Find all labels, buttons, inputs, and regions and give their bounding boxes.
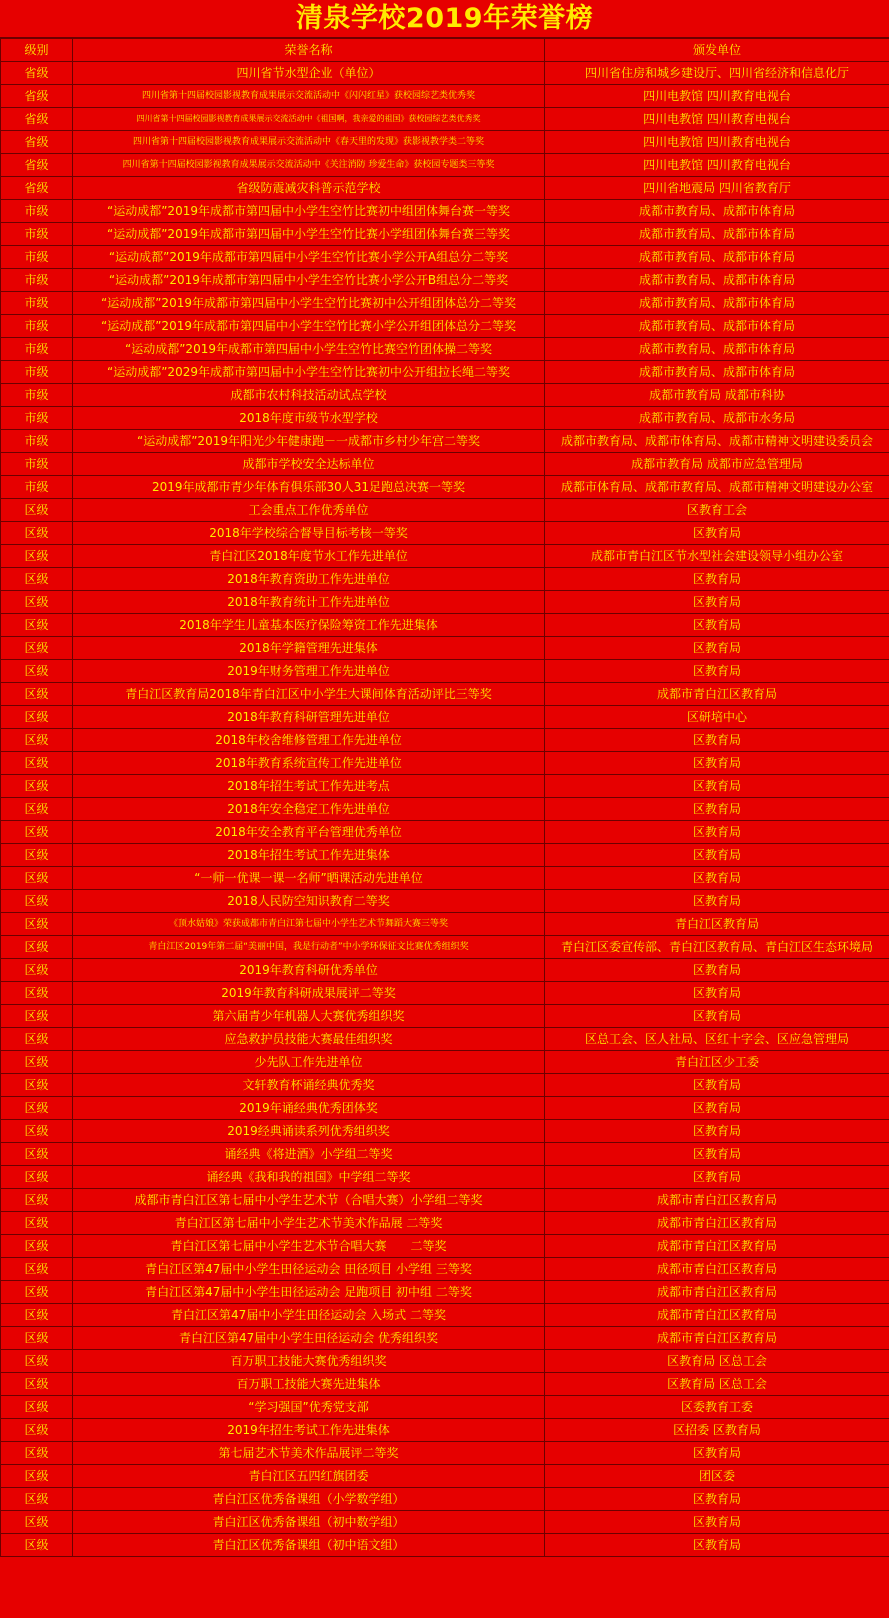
issuer-cell: 成都市青白江区教育局 (545, 1327, 889, 1350)
table-row (1, 269, 889, 292)
honor-name-cell: 成都市青白江区第七届中小学生艺术节（合唱大赛）小学组二等奖 (73, 1189, 545, 1212)
honor-name-cell: 青白江区教育局2018年青白江区中小学生大课间体育活动评比三等奖 (73, 683, 545, 706)
table-row (1, 568, 889, 591)
level-cell: 区级 (1, 1327, 73, 1350)
issuer-cell: 成都市青白江区教育局 (545, 1304, 889, 1327)
issuer-cell: 团区委 (545, 1465, 889, 1488)
table-row (1, 1350, 889, 1373)
issuer-cell: 区教育局 (545, 752, 889, 775)
level-cell: 区级 (1, 798, 73, 821)
honor-name-cell: 青白江区第七届中小学生艺术节合唱大赛 二等奖 (73, 1235, 545, 1258)
table-row (1, 545, 889, 568)
issuer-cell: 成都市青白江区教育局 (545, 683, 889, 706)
level-cell: 区级 (1, 614, 73, 637)
table-row (1, 1028, 889, 1051)
table-row (1, 1189, 889, 1212)
level-cell: 区级 (1, 545, 73, 568)
table-row (1, 1051, 889, 1074)
level-cell: 市级 (1, 269, 73, 292)
issuer-cell: 成都市教育局、成都市体育局 (545, 361, 889, 384)
level-cell: 区级 (1, 959, 73, 982)
issuer-cell: 成都市教育局、成都市体育局 (545, 223, 889, 246)
issuer-cell: 成都市教育局 成都市科协 (545, 384, 889, 407)
issuer-cell: 成都市教育局、成都市体育局、成都市精神文明建设委员会 (545, 430, 889, 453)
honor-name-cell: “运动成都”2019年成都市第四届中小学生空竹比赛空竹团体操二等奖 (73, 338, 545, 361)
level-cell: 区级 (1, 729, 73, 752)
issuer-cell: 青白江区教育局 (545, 913, 889, 936)
honor-name-cell: “运动成都”2019年成都市第四届中小学生空竹比赛小学公开组团体总分二等奖 (73, 315, 545, 338)
level-cell: 区级 (1, 890, 73, 913)
level-cell: 区级 (1, 936, 73, 959)
honor-name-cell: 青白江区五四红旗团委 (73, 1465, 545, 1488)
honor-name-cell: 2019年成都市青少年体育俱乐部30人31足跑总决赛一等奖 (73, 476, 545, 499)
issuer-cell: 成都市教育局、成都市体育局 (545, 338, 889, 361)
table-row (1, 1534, 889, 1557)
issuer-cell: 成都市青白江区教育局 (545, 1189, 889, 1212)
level-cell: 区级 (1, 1534, 73, 1557)
level-cell: 区级 (1, 821, 73, 844)
header-honor-name: 荣誉名称 (73, 39, 545, 62)
issuer-cell: 成都市青白江区教育局 (545, 1212, 889, 1235)
level-cell: 区级 (1, 706, 73, 729)
honor-name-cell: “运动成都”2029年成都市第四届中小学生空竹比赛初中公开组拉长绳二等奖 (73, 361, 545, 384)
honor-name-cell: 青白江区优秀备课组（初中语文组） (73, 1534, 545, 1557)
table-row (1, 982, 889, 1005)
issuer-cell: 成都市教育局、成都市体育局 (545, 315, 889, 338)
honor-name-cell: 四川省第十四届校园影视教育成果展示交流活动中《祖国啊，我亲爱的祖国》获校园综艺类优秀奖 (73, 108, 545, 131)
table-row (1, 775, 889, 798)
level-cell: 区级 (1, 1350, 73, 1373)
level-cell: 区级 (1, 867, 73, 890)
level-cell: 区级 (1, 1235, 73, 1258)
honor-name-cell: 青白江区优秀备课组（小学数学组） (73, 1488, 545, 1511)
table-row (1, 522, 889, 545)
honor-name-cell: 2019年教育科研成果展评二等奖 (73, 982, 545, 1005)
issuer-cell: 区教育局 (545, 568, 889, 591)
honor-name-cell: “学习强国”优秀党支部 (73, 1396, 545, 1419)
honor-name-cell: 应急救护员技能大赛最佳组织奖 (73, 1028, 545, 1051)
honor-name-cell: “运动成都”2019年阳光少年健康跑－一成都市乡村少年宫二等奖 (73, 430, 545, 453)
issuer-cell: 区教育局 (545, 1442, 889, 1465)
level-cell: 省级 (1, 85, 73, 108)
table-row (1, 62, 889, 85)
honor-name-cell: “运动成都”2019年成都市第四届中小学生空竹比赛小学公开B组总分二等奖 (73, 269, 545, 292)
level-cell: 区级 (1, 775, 73, 798)
level-cell: 区级 (1, 982, 73, 1005)
honor-name-cell: 2018年招生考试工作先进集体 (73, 844, 545, 867)
honor-name-cell: 省级防震减灾科普示范学校 (73, 177, 545, 200)
issuer-cell: 区教育局 (545, 591, 889, 614)
honor-name-cell: 少先队工作先进单位 (73, 1051, 545, 1074)
level-cell: 区级 (1, 1005, 73, 1028)
level-cell: 省级 (1, 177, 73, 200)
honor-name-cell: 2018年学籍管理先进集体 (73, 637, 545, 660)
level-cell: 区级 (1, 1258, 73, 1281)
honor-name-cell: “运动成都”2019年成都市第四届中小学生空竹比赛初中组团体舞台赛一等奖 (73, 200, 545, 223)
issuer-cell: 四川电教馆 四川教育电视台 (545, 108, 889, 131)
honor-name-cell: 2019年诵经典优秀团体奖 (73, 1097, 545, 1120)
table-row (1, 1419, 889, 1442)
issuer-cell: 四川电教馆 四川教育电视台 (545, 85, 889, 108)
level-cell: 区级 (1, 1396, 73, 1419)
table-row (1, 1327, 889, 1350)
issuer-cell: 四川电教馆 四川教育电视台 (545, 131, 889, 154)
issuer-cell: 成都市教育局、成都市体育局 (545, 292, 889, 315)
issuer-cell: 区教育局 区总工会 (545, 1373, 889, 1396)
honor-name-cell: 四川省节水型企业（单位） (73, 62, 545, 85)
table-row (1, 1465, 889, 1488)
table-row (1, 1442, 889, 1465)
header-level: 级别 (1, 39, 73, 62)
level-cell: 区级 (1, 1281, 73, 1304)
honor-name-cell: 青白江区第47届中小学生田径运动会 足跑项目 初中组 二等奖 (73, 1281, 545, 1304)
issuer-cell: 成都市教育局、成都市体育局 (545, 246, 889, 269)
table-row (1, 108, 889, 131)
honor-name-cell: 2018年教育资助工作先进单位 (73, 568, 545, 591)
level-cell: 市级 (1, 430, 73, 453)
issuer-cell: 区教育局 (545, 1534, 889, 1557)
table-row (1, 292, 889, 315)
table-row (1, 1511, 889, 1534)
table-row (1, 407, 889, 430)
level-cell: 区级 (1, 1419, 73, 1442)
table-row (1, 637, 889, 660)
table-row (1, 890, 889, 913)
table-row (1, 936, 889, 959)
issuer-cell: 区教育局 (545, 1143, 889, 1166)
table-row (1, 683, 889, 706)
issuer-cell: 四川省住房和城乡建设厅、四川省经济和信息化厅 (545, 62, 889, 85)
honor-name-cell: 第七届艺术节美术作品展评二等奖 (73, 1442, 545, 1465)
honor-name-cell: 2018年安全稳定工作先进单位 (73, 798, 545, 821)
table-row (1, 154, 889, 177)
issuer-cell: 青白江区少工委 (545, 1051, 889, 1074)
level-cell: 市级 (1, 407, 73, 430)
honor-name-cell: 2019年财务管理工作先进单位 (73, 660, 545, 683)
issuer-cell: 成都市教育局 成都市应急管理局 (545, 453, 889, 476)
honor-name-cell: “运动成都”2019年成都市第四届中小学生空竹比赛小学公开A组总分二等奖 (73, 246, 545, 269)
honor-name-cell: 工会重点工作优秀单位 (73, 499, 545, 522)
table-row (1, 729, 889, 752)
table-row (1, 959, 889, 982)
issuer-cell: 成都市青白江区节水型社会建设领导小组办公室 (545, 545, 889, 568)
issuer-cell: 区教育局 (545, 729, 889, 752)
issuer-cell: 区教育局 (545, 1120, 889, 1143)
table-row (1, 591, 889, 614)
header-issuer: 颁发单位 (545, 39, 889, 62)
table-row (1, 85, 889, 108)
table-row (1, 1258, 889, 1281)
table-row (1, 614, 889, 637)
level-cell: 区级 (1, 1511, 73, 1534)
issuer-cell: 区教育局 (545, 959, 889, 982)
honor-name-cell: 2018年校舍维修管理工作先进单位 (73, 729, 545, 752)
honor-name-cell: 青白江区第47届中小学生田径运动会 田径项目 小学组 三等奖 (73, 1258, 545, 1281)
level-cell: 区级 (1, 1488, 73, 1511)
honor-name-cell: 青白江区第47届中小学生田径运动会 优秀组织奖 (73, 1327, 545, 1350)
honor-name-cell: 2019经典诵读系列优秀组织奖 (73, 1120, 545, 1143)
honor-name-cell: 2019年教育科研优秀单位 (73, 959, 545, 982)
level-cell: 区级 (1, 1212, 73, 1235)
level-cell: 区级 (1, 1442, 73, 1465)
honor-name-cell: 2018年学校综合督导目标考核一等奖 (73, 522, 545, 545)
table-row (1, 246, 889, 269)
honor-name-cell: 第六届青少年机器人大赛优秀组织奖 (73, 1005, 545, 1028)
table-row (1, 1074, 889, 1097)
table-row (1, 1281, 889, 1304)
issuer-cell: 区教育局 (545, 1074, 889, 1097)
level-cell: 省级 (1, 154, 73, 177)
level-cell: 区级 (1, 1097, 73, 1120)
issuer-cell: 成都市体育局、成都市教育局、成都市精神文明建设办公室 (545, 476, 889, 499)
issuer-cell: 区委教育工委 (545, 1396, 889, 1419)
issuer-cell: 区教育局 (545, 1005, 889, 1028)
level-cell: 省级 (1, 108, 73, 131)
level-cell: 区级 (1, 752, 73, 775)
table-row (1, 223, 889, 246)
honor-name-cell: 诵经典《我和我的祖国》中学组二等奖 (73, 1166, 545, 1189)
level-cell: 市级 (1, 361, 73, 384)
issuer-cell: 区教育局 (545, 1488, 889, 1511)
level-cell: 区级 (1, 637, 73, 660)
honor-name-cell: 百万职工技能大赛先进集体 (73, 1373, 545, 1396)
honor-name-cell: 青白江区优秀备课组（初中数学组） (73, 1511, 545, 1534)
table-row (1, 200, 889, 223)
honor-name-cell: 2018年教育科研管理先进单位 (73, 706, 545, 729)
level-cell: 区级 (1, 660, 73, 683)
level-cell: 市级 (1, 223, 73, 246)
honor-name-cell: 2018年教育统计工作先进单位 (73, 591, 545, 614)
issuer-cell: 区总工会、区人社局、区红十字会、区应急管理局 (545, 1028, 889, 1051)
honor-name-cell: “运动成都”2019年成都市第四届中小学生空竹比赛小学组团体舞台赛三等奖 (73, 223, 545, 246)
honor-name-cell: 青白江区2018年度节水工作先进单位 (73, 545, 545, 568)
honor-name-cell: 成都市学校安全达标单位 (73, 453, 545, 476)
table-header-row (1, 39, 889, 62)
table-row (1, 752, 889, 775)
issuer-cell: 四川电教馆 四川教育电视台 (545, 154, 889, 177)
honor-name-cell: 文轩教育杯诵经典优秀奖 (73, 1074, 545, 1097)
level-cell: 市级 (1, 292, 73, 315)
table-row (1, 1304, 889, 1327)
table-row (1, 821, 889, 844)
honor-name-cell: 2018人民防空知识教育二等奖 (73, 890, 545, 913)
table-row (1, 177, 889, 200)
honor-name-cell: 2018年学生儿童基本医疗保险筹资工作先进集体 (73, 614, 545, 637)
table-row (1, 384, 889, 407)
table-row (1, 476, 889, 499)
issuer-cell: 四川省地震局 四川省教育厅 (545, 177, 889, 200)
level-cell: 区级 (1, 1120, 73, 1143)
issuer-cell: 区教育局 (545, 890, 889, 913)
level-cell: 市级 (1, 246, 73, 269)
table-row (1, 1373, 889, 1396)
honor-name-cell: 《顶水姑娘》荣获成都市青白江第七届中小学生艺术节舞蹈大赛三等奖 (73, 913, 545, 936)
issuer-cell: 青白江区委宣传部、青白江区教育局、青白江区生态环境局 (545, 936, 889, 959)
issuer-cell: 区教育局 (545, 614, 889, 637)
level-cell: 区级 (1, 1373, 73, 1396)
level-cell: 区级 (1, 683, 73, 706)
honor-name-cell: 四川省第十四届校园影视教育成果展示交流活动中《闪闪红星》获校园综艺类优秀奖 (73, 85, 545, 108)
issuer-cell: 区教育局 (545, 867, 889, 890)
honor-name-cell: 四川省第十四届校园影视教育成果展示交流活动中《关注消防 珍爱生命》获校园专题类三等奖 (73, 154, 545, 177)
level-cell: 省级 (1, 131, 73, 154)
table-row (1, 1235, 889, 1258)
table-row (1, 913, 889, 936)
level-cell: 区级 (1, 499, 73, 522)
table-row (1, 1166, 889, 1189)
table-row (1, 1396, 889, 1419)
table-row (1, 1488, 889, 1511)
honor-name-cell: 诵经典《将进酒》小学组二等奖 (73, 1143, 545, 1166)
table-row (1, 706, 889, 729)
table-row (1, 867, 889, 890)
table-row (1, 499, 889, 522)
level-cell: 省级 (1, 62, 73, 85)
level-cell: 区级 (1, 913, 73, 936)
issuer-cell: 区教育局 (545, 775, 889, 798)
issuer-cell: 区教育局 (545, 660, 889, 683)
level-cell: 区级 (1, 591, 73, 614)
issuer-cell: 成都市教育局、成都市体育局 (545, 269, 889, 292)
issuer-cell: 成都市青白江区教育局 (545, 1258, 889, 1281)
honor-table (0, 38, 889, 1557)
issuer-cell: 成都市教育局、成都市水务局 (545, 407, 889, 430)
issuer-cell: 区招委 区教育局 (545, 1419, 889, 1442)
honor-name-cell: 百万职工技能大赛优秀组织奖 (73, 1350, 545, 1373)
honor-name-cell: 2019年招生考试工作先进集体 (73, 1419, 545, 1442)
issuer-cell: 区教育局 (545, 637, 889, 660)
table-row (1, 315, 889, 338)
level-cell: 区级 (1, 1028, 73, 1051)
honor-name-cell: 2018年安全教育平台管理优秀单位 (73, 821, 545, 844)
page-title: 清泉学校2019年荣誉榜 (0, 0, 889, 38)
issuer-cell: 区教育局 (545, 1166, 889, 1189)
honor-name-cell: 四川省第十四届校园影视教育成果展示交流活动中《春天里的发现》获影视教学类二等奖 (73, 131, 545, 154)
level-cell: 市级 (1, 453, 73, 476)
issuer-cell: 成都市教育局、成都市体育局 (545, 200, 889, 223)
issuer-cell: 成都市青白江区教育局 (545, 1235, 889, 1258)
honor-name-cell: “一师一优课一课一名师”晒课活动先进单位 (73, 867, 545, 890)
level-cell: 区级 (1, 1189, 73, 1212)
table-row (1, 361, 889, 384)
honor-name-cell: 2018年度市级节水型学校 (73, 407, 545, 430)
level-cell: 市级 (1, 338, 73, 361)
honor-name-cell: 青白江区第七届中小学生艺术节美术作品展 二等奖 (73, 1212, 545, 1235)
level-cell: 市级 (1, 200, 73, 223)
table-row (1, 338, 889, 361)
issuer-cell: 区教育局 (545, 798, 889, 821)
level-cell: 市级 (1, 476, 73, 499)
level-cell: 区级 (1, 568, 73, 591)
table-row (1, 1212, 889, 1235)
table-row (1, 1005, 889, 1028)
issuer-cell: 区教育局 (545, 522, 889, 545)
issuer-cell: 区教育局 (545, 1097, 889, 1120)
honor-name-cell: 青白江区第47届中小学生田径运动会 入场式 二等奖 (73, 1304, 545, 1327)
level-cell: 市级 (1, 315, 73, 338)
issuer-cell: 区研培中心 (545, 706, 889, 729)
table-row (1, 131, 889, 154)
level-cell: 市级 (1, 384, 73, 407)
issuer-cell: 成都市青白江区教育局 (545, 1281, 889, 1304)
honor-name-cell: “运动成都”2019年成都市第四届中小学生空竹比赛初中公开组团体总分二等奖 (73, 292, 545, 315)
table-body (1, 62, 889, 1557)
table-row (1, 844, 889, 867)
level-cell: 区级 (1, 1051, 73, 1074)
level-cell: 区级 (1, 1143, 73, 1166)
level-cell: 区级 (1, 522, 73, 545)
table-row (1, 660, 889, 683)
issuer-cell: 区教育工会 (545, 499, 889, 522)
table-row (1, 798, 889, 821)
level-cell: 区级 (1, 1465, 73, 1488)
issuer-cell: 区教育局 (545, 821, 889, 844)
honor-name-cell: 2018年招生考试工作先进考点 (73, 775, 545, 798)
level-cell: 区级 (1, 1304, 73, 1327)
issuer-cell: 区教育局 (545, 844, 889, 867)
honor-name-cell: 青白江区2019年第二届“美丽中国，我是行动者”中小学环保征文比赛优秀组织奖 (73, 936, 545, 959)
table-row (1, 453, 889, 476)
honor-name-cell: 2018年教育系统宣传工作先进单位 (73, 752, 545, 775)
issuer-cell: 区教育局 (545, 982, 889, 1005)
issuer-cell: 区教育局 (545, 1511, 889, 1534)
table-row (1, 430, 889, 453)
level-cell: 区级 (1, 1166, 73, 1189)
issuer-cell: 区教育局 区总工会 (545, 1350, 889, 1373)
honor-name-cell: 成都市农村科技活动试点学校 (73, 384, 545, 407)
table-row (1, 1097, 889, 1120)
table-row (1, 1120, 889, 1143)
level-cell: 区级 (1, 844, 73, 867)
table-row (1, 1143, 889, 1166)
level-cell: 区级 (1, 1074, 73, 1097)
